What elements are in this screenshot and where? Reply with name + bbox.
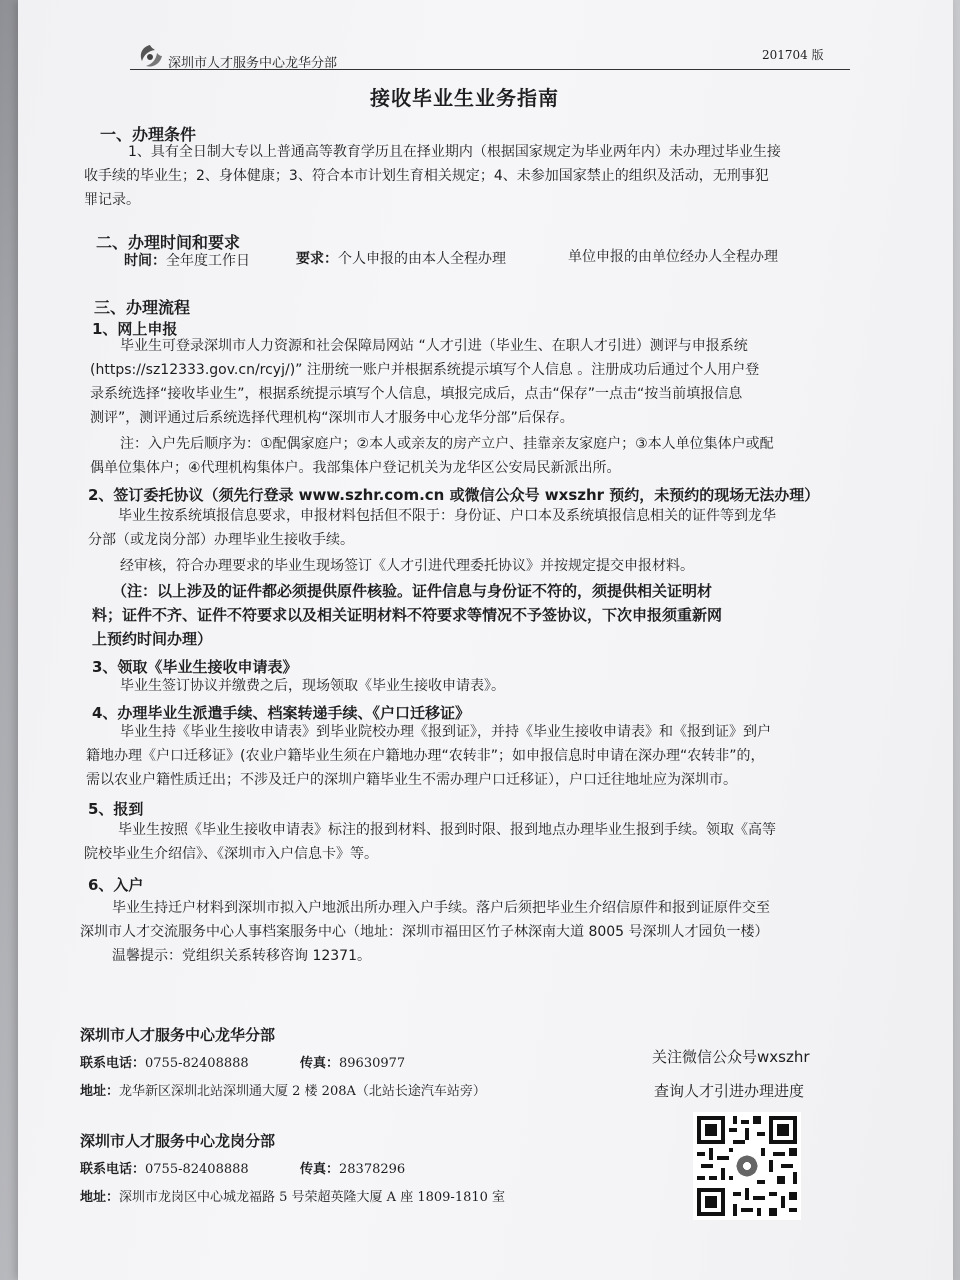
longhua-branch-name: 深圳市人才服务中心龙华分部 xyxy=(80,1026,276,1044)
step5-line: 院校毕业生介绍信》、《深圳市入户信息卡》等。 xyxy=(84,846,378,862)
step3-heading: 3、领取《毕业生接收申请表》 xyxy=(92,658,298,676)
requirement-individual: 个人申报的由本人全程办理 xyxy=(338,251,506,267)
header-version: 201704 版 xyxy=(762,48,824,62)
section1-heading: 一、办理条件 xyxy=(100,125,197,144)
step6-line: 毕业生持迁户材料到深圳市拟入户地派出所办理入户手续。落户后须把毕业生介绍信原件和报到证原件交至 xyxy=(112,900,770,916)
longgang-phone: 0755-82408888 xyxy=(145,1162,249,1177)
requirement-label: 要求： xyxy=(296,251,338,267)
step1-line: (https://sz12333.gov.cn/rcyj/)” 注册统一账户并根据系统提示填写个人信息 。注册成功后通过个人用户登 xyxy=(90,362,760,378)
longgang-address: 深圳市龙岗区中心城龙福路 5 号荣超英隆大厦 A 座 1809-1810 室 xyxy=(119,1190,506,1205)
step5-line: 毕业生按照《毕业生接收申请表》标注的报到材料、报到时限、报到地点办理毕业生报到手续。领取《高等 xyxy=(118,822,776,838)
time-value: 全年度工作日 xyxy=(166,253,250,269)
header-divider xyxy=(130,69,850,70)
step1-heading: 1、网上申报 xyxy=(92,320,178,338)
step5-heading: 5、报到 xyxy=(88,800,144,818)
step6-heading: 6、入户 xyxy=(88,876,144,894)
section2-heading: 二、办理时间和要求 xyxy=(96,233,241,252)
step3-line: 毕业生签订协议并缴费之后，现场领取《毕业生接收申请表》。 xyxy=(120,678,505,694)
longhua-address: 龙华新区深圳北站深圳通大厦 2 楼 208A（北站长途汽车站旁） xyxy=(119,1084,486,1099)
step2-note-line: 上预约时间办理） xyxy=(92,630,213,648)
longgang-branch-name: 深圳市人才服务中心龙岗分部 xyxy=(80,1132,276,1150)
step4-line: 毕业生持《毕业生接收申请表》到毕业院校办理《报到证》，并持《毕业生接收申请表》和《报到证》到户 xyxy=(120,724,771,740)
longhua-fax-label: 传真： xyxy=(300,1056,340,1071)
section1-line: 罪记录。 xyxy=(84,192,140,208)
step2-line: 毕业生按系统填报信息要求，申报材料包括但不限于：身份证、户口本及系统填报信息相关的证件等到龙华 xyxy=(118,508,776,524)
step1-line: 毕业生可登录深圳市人力资源和社会保障局网站 “人才引进（毕业生、在职人才引进）测评与申报系统 xyxy=(120,338,748,354)
qr-caption-query: 查询人才引进办理进度 xyxy=(654,1082,805,1100)
longhua-phone: 0755-82408888 xyxy=(145,1056,249,1071)
section1-line: 1、具有全日制大专以上普通高等教育学历且在择业期内（根据国家规定为毕业两年内）未办理过毕业生接 xyxy=(128,144,781,160)
section3-heading: 三、办理流程 xyxy=(94,298,191,317)
longgang-fax-label: 传真： xyxy=(300,1162,340,1177)
requirement-unit: 单位申报的由单位经办人全程办理 xyxy=(568,249,778,265)
step2-heading: 2、签订委托协议（须先行登录 www.szhr.com.cn 或微信公众号 wxszhr 预约，未预约的现场无法办理） xyxy=(88,486,820,504)
step6-line: 深圳市人才交流服务中心人事档案服务中心（地址：深圳市福田区竹子林深南大道 8005 号深圳人才园负一楼） xyxy=(80,924,769,940)
step4-line: 籍地办理《户口迁移证》(农业户籍毕业生须在户籍地办理“农转非”；如申报信息时申请在深办理“农转非”的， xyxy=(86,748,765,764)
step1-note-line: 偶单位集体户；④代理机构集体户。我部集体户登记机关为龙华区公安局民新派出所。 xyxy=(90,460,621,476)
step2-note-line: （注：以上涉及的证件都必须提供原件核验。证件信息与身份证不符的，须提供相关证明材 xyxy=(112,582,713,600)
longgang-fax: 28378296 xyxy=(339,1162,406,1177)
longhua-phone-label: 联系电话： xyxy=(80,1056,146,1071)
time-label: 时间： xyxy=(124,253,166,269)
qr-caption-follow: 关注微信公众号wxszhr xyxy=(652,1048,810,1066)
step2-line: 分部（或龙岗分部）办理毕业生接收手续。 xyxy=(88,532,354,548)
step2-note-line: 料；证件不齐、证件不符要求以及相关证明材料不符要求等情况不予签协议，下次申报须重新网 xyxy=(92,606,723,624)
wechat-qr-code[interactable] xyxy=(693,1112,801,1220)
longgang-phone-label: 联系电话： xyxy=(80,1162,146,1177)
step1-note-line: 注：入户先后顺序为：①配偶家庭户；②本人或亲友的房产立户、挂靠亲友家庭户；③本人单位集体户或配 xyxy=(120,436,774,452)
section1-line: 收手续的毕业生；2、身体健康；3、符合本市计划生育相关规定；4、未参加国家禁止的组织及活动，无刑事犯 xyxy=(84,168,769,184)
step4-line: 需以农业户籍性质迁出；不涉及迁户的深圳户籍毕业生不需办理户口迁移证），户口迁往地址应为深圳市。 xyxy=(86,772,737,788)
step6-line: 温馨提示：党组织关系转移咨询 12371。 xyxy=(112,948,371,964)
header-organization: 深圳市人才服务中心龙华分部 xyxy=(168,56,338,71)
longhua-fax: 89630977 xyxy=(339,1056,406,1071)
longhua-address-label: 地址： xyxy=(80,1084,120,1099)
step1-line: 测评”，测评通过后系统选择代理机构“深圳市人才服务中心龙华分部”后保存。 xyxy=(90,410,574,426)
step2-review: 经审核，符合办理要求的毕业生现场签订《人才引进代理委托协议》并按规定提交申报材料。 xyxy=(120,558,694,574)
step4-heading: 4、办理毕业生派遣手续、档案转递手续、《户口迁移证》 xyxy=(92,704,470,722)
step1-line: 录系统选择“接收毕业生”，根据系统提示填写个人信息，填报完成后，点击“保存”一点击“按当前填报信息 xyxy=(90,386,743,402)
organization-logo-icon xyxy=(135,42,165,72)
longgang-address-label: 地址： xyxy=(80,1190,120,1205)
document-title: 接收毕业生业务指南 xyxy=(370,86,559,110)
